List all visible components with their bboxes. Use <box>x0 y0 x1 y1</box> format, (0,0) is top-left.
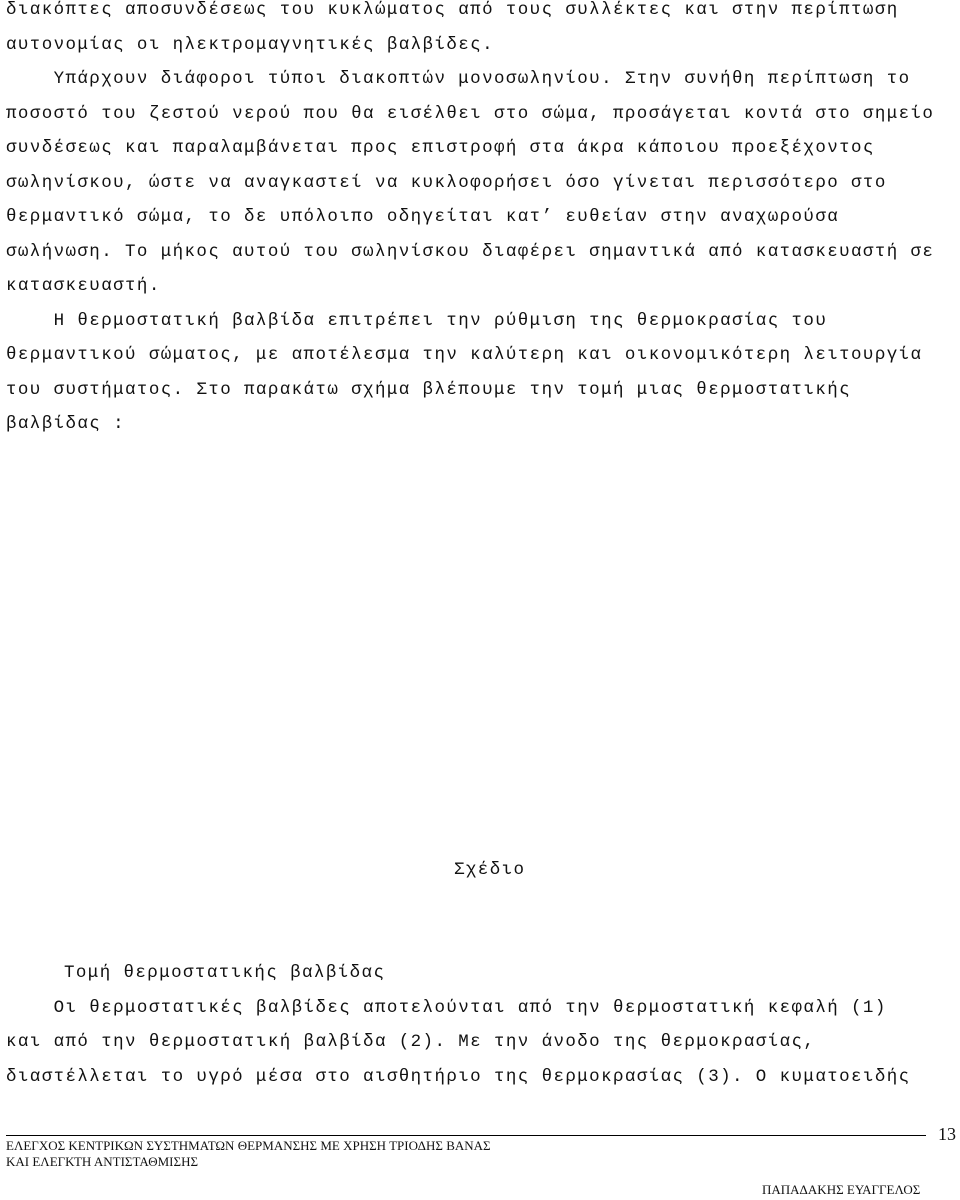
figure-caption: Τομή θερμοστατικής βαλβίδας <box>64 963 386 983</box>
footer-title-line1: ΕΛΕΓΧΟΣ ΚΕΝΤΡΙΚΩΝ ΣΥΣΤΗΜΑΤΩΝ ΘΕΡΜΑΝΣΗΣ ΜΕ ΧΡΗΣΗ ΤΡΙΟΔΗΣ ΒΑΝΑΣ <box>6 1138 491 1153</box>
body-line: διακόπτες αποσυνδέσεως του κυκλώματος από τους συλλέκτες και στην περίπτωση <box>6 0 899 20</box>
body-line: Η θερμοστατική βαλβίδα επιτρέπει την ρύθμιση της θερμοκρασίας του <box>6 311 828 331</box>
body-line: ποσοστό του ζεστού νερού που θα εισέλθει στο σώμα, προσάγεται κοντά στο σημείο <box>6 104 935 124</box>
body-line: του συστήματος. Στο παρακάτω σχήμα βλέπουμε την τομή μιας θερμοστατικής <box>6 380 852 400</box>
body-line: σωλήνωση. Το μήκος αυτού του σωληνίσκου διαφέρει σημαντικά από κατασκευαστή σε <box>6 242 935 262</box>
body-line: διαστέλλεται το υγρό μέσα στο αισθητήριο της θερμοκρασίας (3). Ο κυματοειδής <box>6 1067 911 1087</box>
body-line: Οι θερμοστατικές βαλβίδες αποτελούνται από την θερμοστατική κεφαλή (1) <box>6 998 887 1018</box>
footer-author: ΠΑΠΑΔΑΚΗΣ ΕΥΑΓΓΕΛΟΣ <box>762 1182 921 1197</box>
figure-placeholder: Σχέδιο <box>454 860 526 880</box>
body-line: αυτονομίας οι ηλεκτρομαγνητικές βαλβίδες. <box>6 35 494 55</box>
footer-divider <box>6 1135 926 1136</box>
body-line: και από την θερμοστατική βαλβίδα (2). Με την άνοδο της θερμοκρασίας, <box>6 1032 816 1052</box>
body-line: θερμαντικό σώμα, το δε υπόλοιπο οδηγείται κατ’ ευθείαν στην αναχωρούσα <box>6 207 840 227</box>
body-line: θερμαντικού σώματος, με αποτέλεσμα την καλύτερη και οικονομικότερη λειτουργία <box>6 345 923 365</box>
page-number: 13 <box>938 1124 956 1144</box>
footer-title-line2: ΚΑΙ ΕΛΕΓΚΤΗ ΑΝΤΙΣΤΑΘΜΙΣΗΣ <box>6 1154 199 1169</box>
body-line: κατασκευαστή. <box>6 276 161 296</box>
body-line: σωληνίσκου, ώστε να αναγκαστεί να κυκλοφορήσει όσο γίνεται περισσότερο στο <box>6 173 887 193</box>
body-line: συνδέσεως και παραλαμβάνεται προς επιστροφή στα άκρα κάποιου προεξέχοντος <box>6 138 875 158</box>
body-line: Υπάρχουν διάφοροι τύποι διακοπτών μονοσωληνίου. Στην συνήθη περίπτωση το <box>6 69 911 89</box>
body-line: βαλβίδας : <box>6 414 126 434</box>
